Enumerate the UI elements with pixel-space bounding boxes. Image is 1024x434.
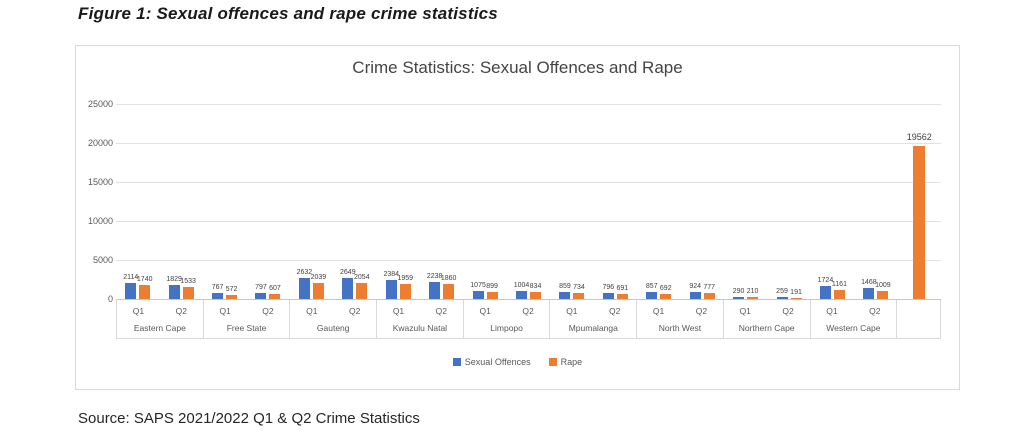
y-tick-label: 0 — [107, 294, 113, 304]
quarter-label: Q2 — [522, 306, 534, 316]
gridline — [116, 221, 941, 222]
bar-rape — [183, 287, 194, 299]
y-axis — [76, 46, 113, 389]
gridline — [116, 182, 941, 183]
bar-value-label: 572 — [225, 286, 238, 293]
chart-card — [75, 45, 960, 390]
bar-value-label: 834 — [529, 283, 542, 290]
total-bar-value-label: 19562 — [906, 132, 932, 142]
bar-sexual-offences — [473, 291, 484, 299]
bar-value-label: 1468 — [861, 279, 877, 286]
province-label: Western Cape — [826, 322, 881, 333]
quarter-label: Q1 — [479, 306, 491, 316]
gridline — [116, 104, 941, 105]
gridline — [116, 260, 941, 261]
province-label: Gauteng — [316, 322, 350, 333]
bar-rape — [443, 284, 454, 299]
legend-swatch-icon — [549, 358, 557, 366]
bar-value-label: 2238 — [426, 273, 443, 280]
province-label: North West — [658, 322, 702, 333]
province-cell — [204, 300, 291, 338]
bar-sexual-offences — [169, 285, 180, 299]
quarter-label: Q1 — [392, 306, 405, 316]
bar-value-label: 1829 — [166, 276, 182, 283]
bar-value-label: 899 — [486, 283, 498, 290]
total-cell — [897, 300, 941, 338]
province-cell — [550, 300, 637, 338]
bar-value-label: 924 — [689, 283, 702, 290]
province-cell — [724, 300, 811, 338]
bar-value-label: 1009 — [875, 282, 891, 289]
chart-title: Crime Statistics: Sexual Offences and Rape — [352, 58, 683, 77]
bar-value-label: 1533 — [180, 278, 196, 285]
bar-rape-total — [913, 146, 925, 299]
legend-label: Rape — [560, 357, 583, 367]
bar-value-label: 1740 — [136, 276, 153, 283]
bar-value-label: 2384 — [383, 271, 400, 278]
bar-sexual-offences — [863, 288, 874, 299]
y-tick-label: 5000 — [92, 255, 113, 265]
bar-value-label: 734 — [573, 284, 585, 291]
bar-sexual-offences — [646, 292, 657, 299]
quarter-row — [637, 300, 723, 320]
bar-value-label: 2054 — [354, 274, 370, 281]
quarter-label: Q1 — [739, 306, 751, 316]
bar-value-label: 777 — [703, 284, 716, 291]
quarter-row — [550, 300, 636, 320]
quarter-row — [377, 300, 463, 320]
bar-sexual-offences — [342, 278, 353, 299]
y-tick-label: 15000 — [87, 177, 113, 187]
bar-value-label: 1075 — [470, 282, 486, 289]
bar-rape — [313, 283, 324, 299]
province-label: Eastern Cape — [133, 322, 186, 333]
province-label: Free State — [226, 322, 267, 333]
bar-value-label: 859 — [559, 283, 571, 290]
source-note: Source: SAPS 2021/2022 Q1 & Q2 Crime Statistics — [78, 410, 420, 427]
legend-swatch-icon — [453, 358, 461, 366]
bar-value-label: 692 — [659, 285, 672, 292]
plot-area — [116, 104, 941, 299]
bar-value-label: 290 — [732, 288, 745, 295]
quarter-label: Q1 — [132, 306, 145, 316]
quarter-label: Q2 — [695, 306, 708, 316]
bar-rape — [530, 292, 541, 299]
quarter-label: Q2 — [262, 306, 274, 316]
quarter-label: Q2 — [869, 306, 881, 316]
bar-value-label: 607 — [269, 285, 281, 292]
bar-value-label: 2114 — [123, 274, 139, 281]
bar-sexual-offences — [559, 292, 570, 299]
bar-rape — [487, 292, 498, 299]
gridline — [116, 143, 941, 144]
bar-sexual-offences — [125, 283, 136, 299]
province-cell — [290, 300, 377, 338]
bar-rape — [400, 284, 411, 299]
province-label: Mpumalanga — [568, 322, 618, 333]
quarter-label: Q1 — [652, 306, 665, 316]
province-cell — [377, 300, 464, 338]
bar-value-label: 2039 — [310, 274, 327, 281]
quarter-label: Q2 — [348, 306, 361, 316]
category-axis — [116, 299, 941, 339]
bar-sexual-offences — [429, 282, 440, 299]
bar-sexual-offences — [690, 292, 701, 299]
legend-item — [453, 357, 531, 367]
quarter-label: Q1 — [566, 306, 578, 316]
bar-value-label: 2632 — [296, 269, 313, 276]
bar-value-label: 767 — [211, 284, 224, 291]
bar-rape — [356, 283, 367, 299]
quarter-label: Q2 — [609, 306, 621, 316]
quarter-row — [117, 300, 203, 320]
quarter-row — [290, 300, 376, 320]
legend-label: Sexual Offences — [464, 357, 531, 367]
bar-value-label: 210 — [746, 288, 759, 295]
y-tick-label: 20000 — [87, 138, 113, 148]
quarter-row — [204, 300, 290, 320]
bar-sexual-offences — [516, 291, 527, 299]
bar-rape — [877, 291, 888, 299]
province-cell — [117, 300, 204, 338]
bar-value-label: 259 — [776, 288, 788, 295]
province-label: Limpopo — [490, 322, 523, 333]
bar-value-label: 1724 — [817, 277, 834, 284]
quarter-label: Q2 — [782, 306, 794, 316]
y-tick-label: 10000 — [87, 216, 113, 226]
bar-value-label: 1161 — [831, 281, 847, 288]
bar-value-label: 1860 — [440, 275, 457, 282]
quarter-label: Q1 — [219, 306, 231, 316]
province-label: Northern Cape — [738, 322, 795, 333]
bar-value-label: 1959 — [397, 275, 414, 282]
bar-value-label: 857 — [645, 283, 658, 290]
legend-item — [549, 357, 583, 367]
bar-value-label: 691 — [616, 285, 629, 292]
quarter-label: Q1 — [306, 306, 318, 316]
quarter-label: Q1 — [826, 306, 838, 316]
bar-sexual-offences — [386, 280, 397, 299]
province-label: Kwazulu Natal — [392, 322, 448, 333]
quarter-row — [464, 300, 550, 320]
bar-value-label: 191 — [790, 289, 802, 296]
y-tick-label: 25000 — [87, 99, 113, 109]
quarter-label: Q2 — [435, 306, 447, 316]
quarter-label: Q2 — [175, 306, 187, 316]
bar-value-label: 797 — [255, 284, 267, 291]
bar-value-label: 796 — [602, 284, 615, 291]
bar-value-label: 1004 — [513, 282, 530, 289]
bar-rape — [139, 285, 150, 299]
figure-title: Figure 1: Sexual offences and rape crime statistics — [78, 4, 498, 23]
bar-value-label: 2649 — [340, 269, 356, 276]
bar-rape — [834, 290, 845, 299]
province-cell — [464, 300, 551, 338]
quarter-row — [811, 300, 897, 320]
quarter-row — [724, 300, 810, 320]
bar-sexual-offences — [299, 278, 310, 299]
province-cell — [811, 300, 898, 338]
province-cell — [637, 300, 724, 338]
chart-legend — [76, 357, 959, 367]
